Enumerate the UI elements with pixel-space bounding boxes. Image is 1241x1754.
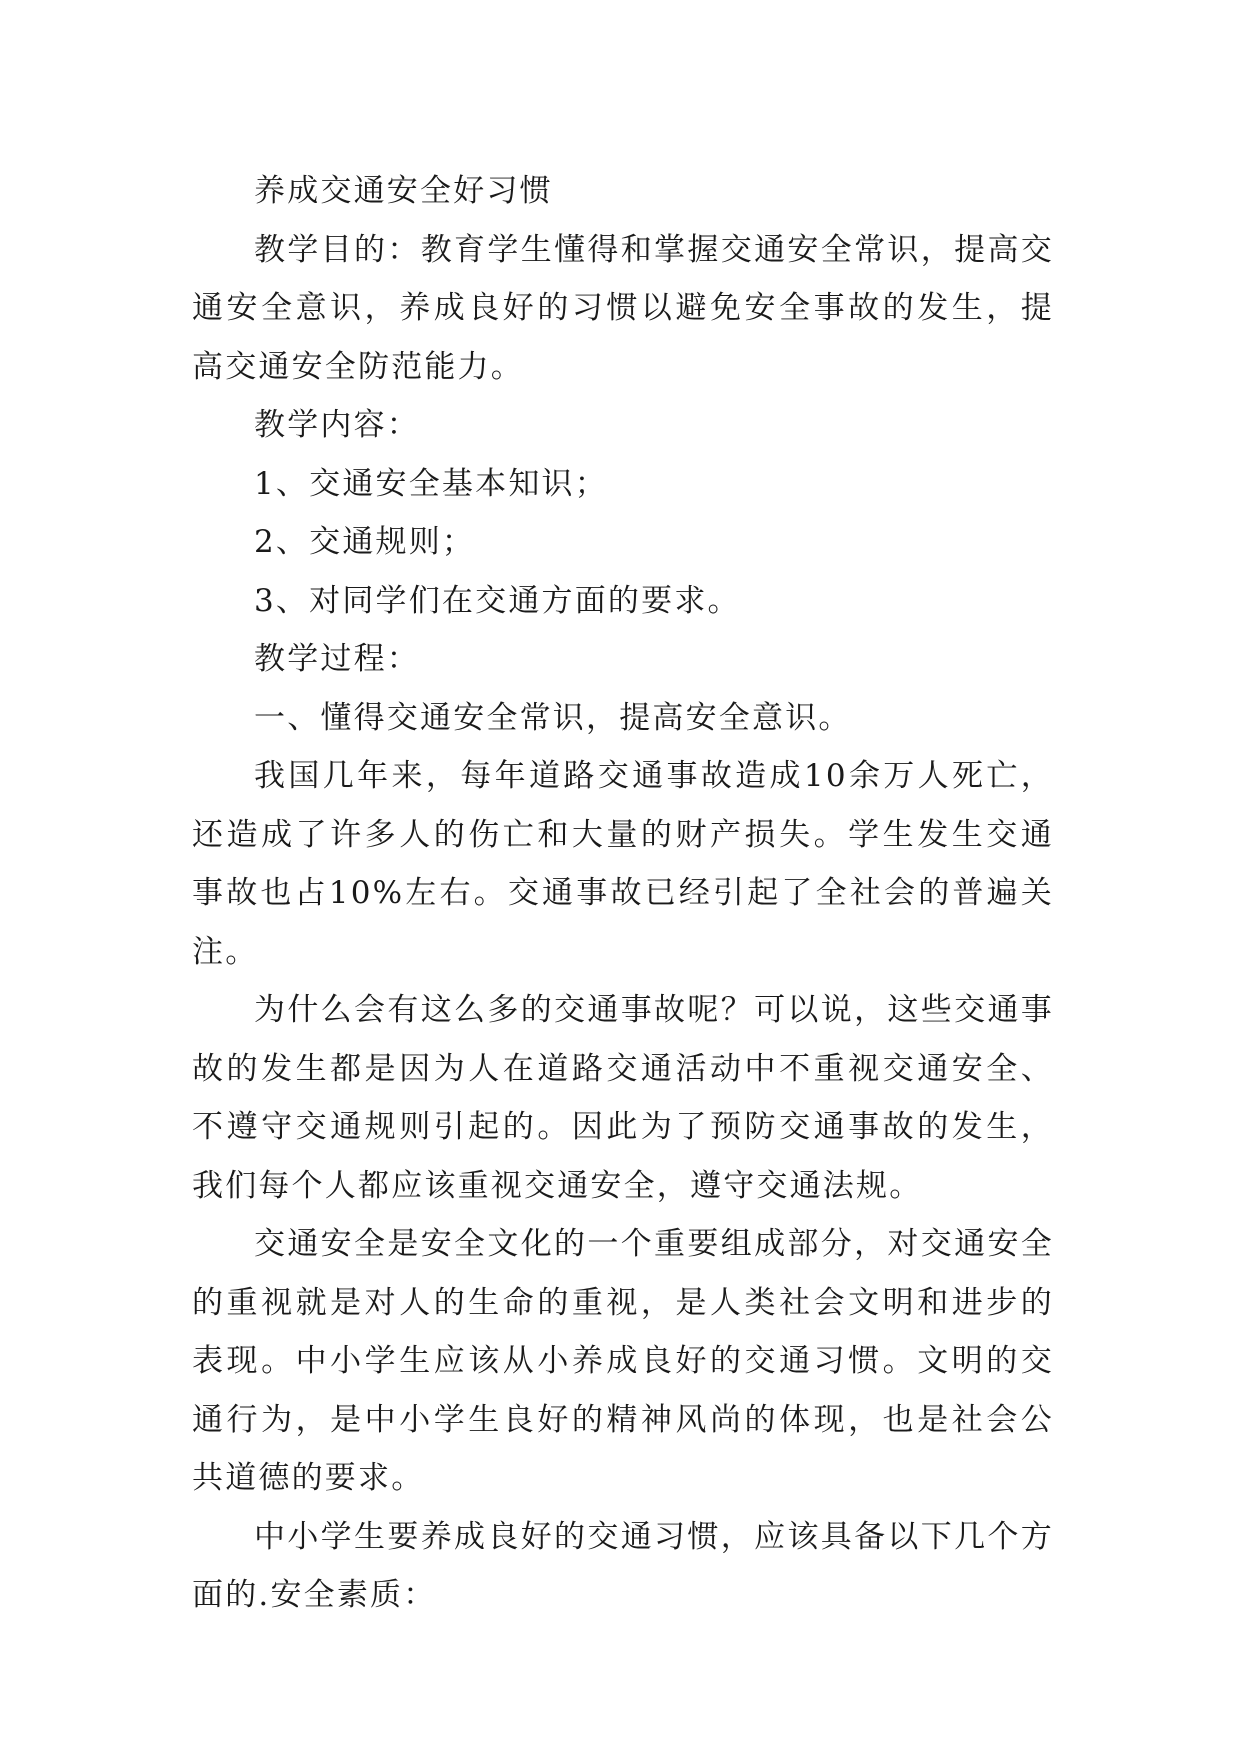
paragraph-teaching-content-heading: 教学内容： (254, 407, 420, 443)
document-title: 养成交通安全好习惯 (254, 173, 553, 209)
paragraph-teaching-goal: 教学目的：教育学生懂得和掌握交通安全常识，提高交通安全意识，养成良好的习惯以避免安全事故的发生，提高交通安全防范能力。 (192, 231, 1054, 385)
list-item-content-3: 3、对同学们在交通方面的要求。 (254, 582, 741, 619)
paragraph-causes: 为什么会有这么多的交通事故呢？可以说，这些交通事故的发生都是因为人在道路交通活动中不重视交通安全、不遵守交通规则引起的。因此为了预防交通事故的发生，我们每个人都应该重视交通安全，遵守交通法规。 (192, 992, 1054, 1204)
paragraph-safety-culture: 交通安全是安全文化的一个重要组成部分，对交通安全的重视就是对人的生命的重视，是人类社会文明和进步的表现。中小学生应该从小养成良好的交通习惯。文明的交通行为，是中小学生良好的精神风尚的体现，也是社会公共道德的要求。 (192, 1226, 1054, 1496)
section-heading-1: 一、懂得交通安全常识，提高安全意识。 (254, 699, 852, 736)
document-body (192, 162, 1054, 1625)
list-item-content-2: 2、交通规则； (254, 524, 476, 560)
paragraph-teaching-process-heading: 教学过程： (254, 641, 420, 677)
list-item-content-1: 1、交通安全基本知识； (254, 465, 608, 502)
paragraph-statistics: 我国几年来，每年道路交通事故造成10余万人死亡，还造成了许多人的伤亡和大量的财产损失。学生发生交通事故也占10%左右。交通事故已经引起了全社会的普遍关注。 (192, 758, 1054, 970)
paragraph-safety-qualities: 中小学生要养成良好的交通习惯，应该具备以下几个方面的.安全素质： (192, 1518, 1054, 1613)
